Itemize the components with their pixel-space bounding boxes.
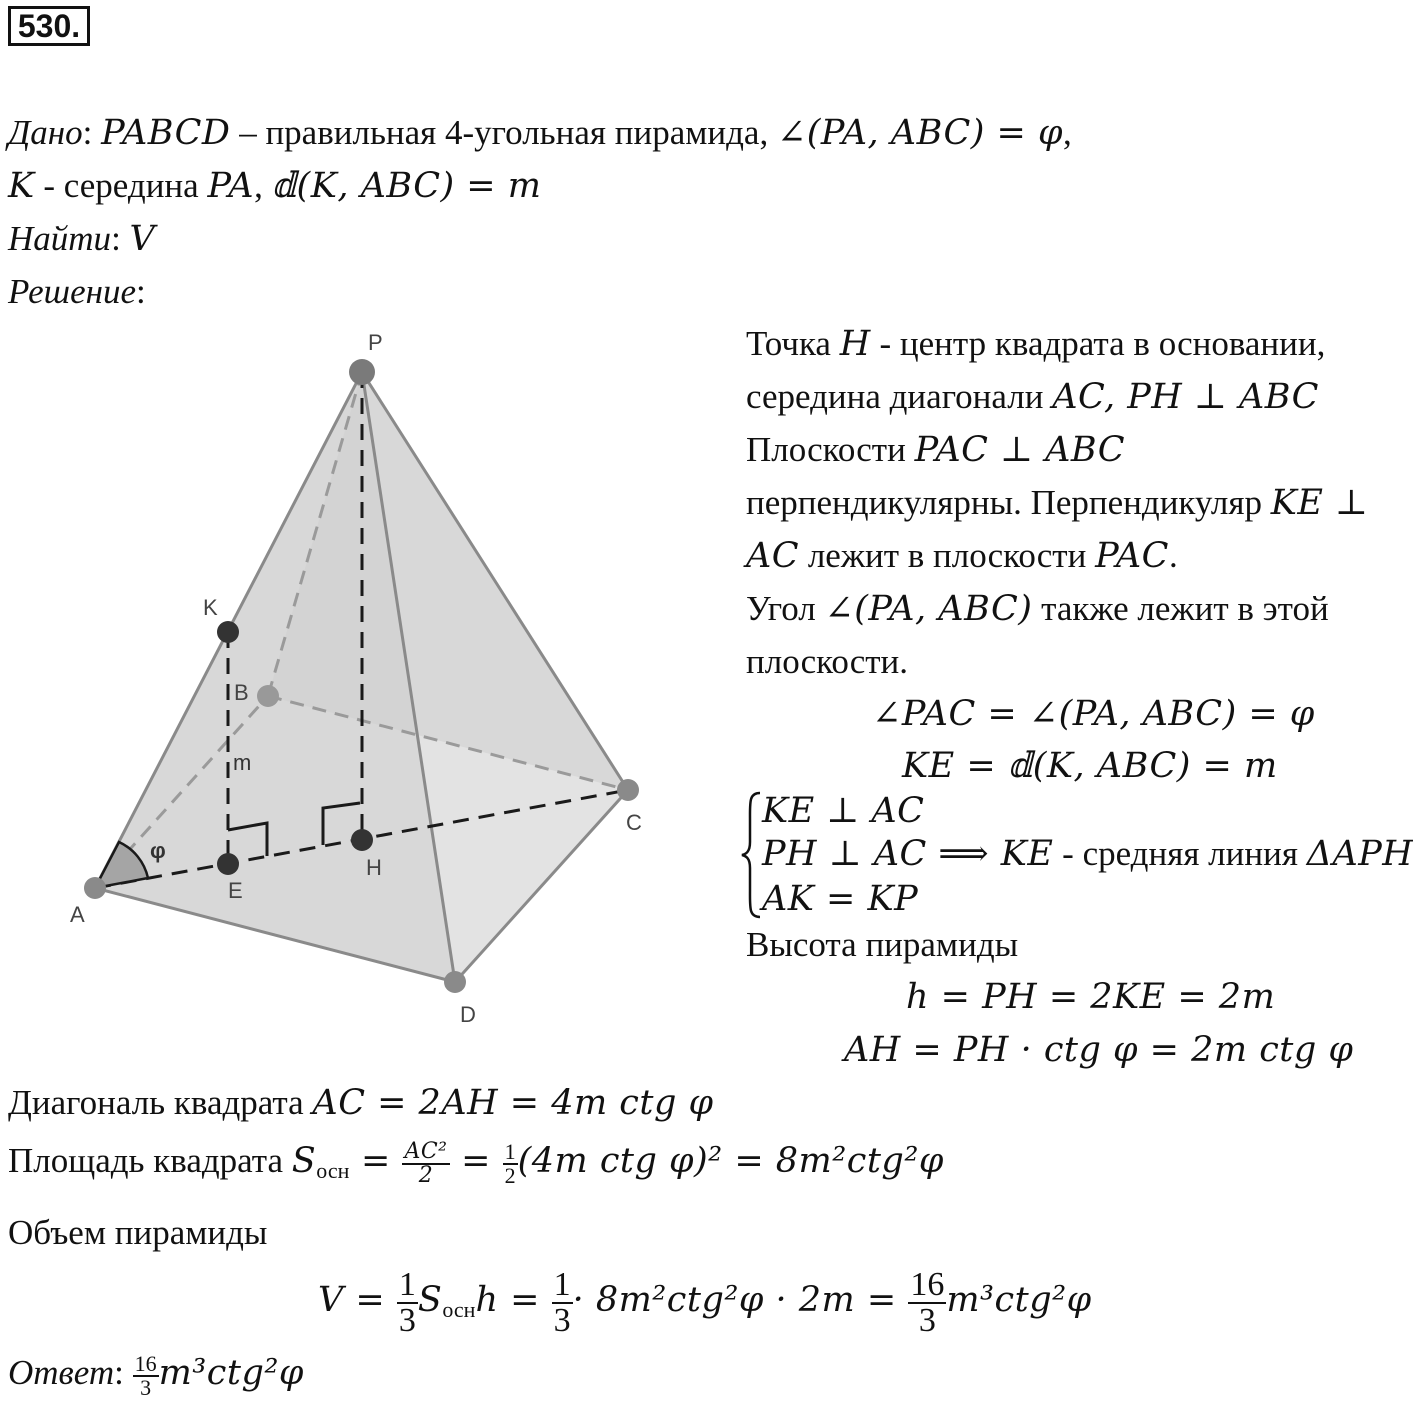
- diagonal-line: [8, 1082, 713, 1124]
- solution-line: Решение:: [8, 272, 146, 311]
- vol-frac3-num: 16: [910, 1266, 945, 1303]
- vol-frac3-den: 3: [918, 1302, 936, 1339]
- vol-s: S: [417, 1280, 443, 1321]
- area-frac2-den: 2: [504, 1162, 516, 1188]
- area-frac1-num: AC²: [404, 1138, 448, 1164]
- system-brace: [740, 790, 764, 920]
- area-eq-1: =: [349, 1141, 403, 1181]
- answer-den: 3: [140, 1374, 152, 1400]
- find-label: Найти: [8, 219, 112, 258]
- right-text-1b: - центр квадрата в основании,: [870, 324, 1326, 363]
- given-text: – правильная 4-угольная пирамида,: [230, 113, 777, 152]
- right-expr-6: ∠(PA, ABC): [824, 589, 1033, 629]
- vol-eq-1: =: [343, 1280, 397, 1321]
- area-frac2-num: 1: [504, 1138, 516, 1164]
- system-line-3: AK = KP: [762, 879, 919, 919]
- label-k: K: [203, 595, 218, 620]
- vol-h: h: [475, 1280, 499, 1321]
- vol-fraction-2: [552, 1268, 573, 1338]
- label-p: P: [368, 330, 383, 355]
- given-text-2: - середина: [34, 166, 208, 205]
- right-line-2: [746, 376, 1319, 418]
- right-text-2: середина диагонали: [746, 377, 1053, 416]
- area-line: [8, 1140, 944, 1187]
- diagonal-expr: AC = 2AH = 4m ctg φ: [312, 1083, 714, 1123]
- height-label: Высота пирамиды: [746, 925, 1019, 964]
- equation-height: h = PH = 2KE = 2m: [906, 977, 1276, 1017]
- system-line-2: [762, 833, 1413, 875]
- point-k: [217, 621, 239, 643]
- label-m: m: [233, 750, 252, 775]
- vol-frac1-num: 1: [398, 1266, 416, 1303]
- problem-number: 530.: [8, 6, 90, 46]
- given-label: Дано: [8, 113, 83, 152]
- answer-num: 16: [134, 1350, 157, 1376]
- vol-v: V: [318, 1280, 344, 1321]
- right-expr-5b: PAC: [1095, 536, 1169, 576]
- label-d: D: [460, 1002, 476, 1027]
- right-line-3: [746, 429, 1125, 471]
- vol-sub: осн: [442, 1297, 476, 1323]
- given-pyramid: PABCD: [101, 113, 231, 153]
- right-expr-2: AC, PH ⊥ ABC: [1052, 377, 1319, 417]
- area-s: S: [291, 1141, 317, 1181]
- given-k: K: [8, 166, 35, 206]
- area-sub: осн: [316, 1158, 350, 1183]
- given-distance: 𝕕(K, ABC) = m: [271, 166, 542, 206]
- vol-eq-2: =: [498, 1280, 552, 1321]
- area-eq-2: =: [449, 1141, 503, 1181]
- vol-frac1-den: 3: [398, 1302, 416, 1339]
- pyramid-figure: [60, 325, 680, 1045]
- given-line-1: Дано: PABCD – правильная 4-угольная пирамида, ∠(PA, ABC) = φ,: [8, 113, 1072, 153]
- diagonal-text: Диагональ квадрата: [8, 1083, 313, 1122]
- label-h: H: [366, 855, 382, 880]
- area-text: Площадь квадрата: [8, 1141, 292, 1180]
- equation-pac: ∠PAC = ∠(PA, ABC) = φ: [872, 694, 1315, 734]
- right-line-5: AC лежит в плоскости PAC.: [746, 536, 1178, 576]
- right-line-7: [746, 641, 908, 683]
- area-tail: (4m ctg φ)² = 8m²ctg²φ: [517, 1141, 944, 1181]
- answer-line: Ответ: $\frac{16}{3}$ m³ctg²φ: [8, 1350, 304, 1400]
- label-phi: φ: [150, 838, 166, 863]
- equation-ah: AH = PH · ctg φ = 2m ctg φ: [844, 1030, 1354, 1070]
- answer-label: Ответ: [8, 1353, 115, 1392]
- point-h: [351, 829, 373, 851]
- area-fraction-1: [402, 1138, 449, 1188]
- given-angle: ∠(PA, ABC) = φ: [776, 113, 1063, 153]
- area-frac1-den: 2: [418, 1162, 434, 1188]
- vol-mid: · 8m²ctg²φ · 2m: [572, 1280, 856, 1321]
- right-text-6: Угол: [746, 589, 825, 628]
- vol-frac2-num: 1: [553, 1266, 571, 1303]
- volume-equation: [318, 1268, 1092, 1338]
- label-e: E: [228, 878, 243, 903]
- right-text-4: перпендикулярны. Перпендикуляр: [746, 483, 1271, 522]
- point-a: [84, 877, 106, 899]
- right-text-5: лежит в плоскости: [799, 536, 1096, 575]
- right-text-6b: также лежит в этой: [1032, 589, 1329, 628]
- volume-label: Объем пирамиды: [8, 1213, 268, 1252]
- right-text-3: Плоскости: [746, 430, 915, 469]
- answer-fraction: [133, 1350, 159, 1400]
- label-a: A: [70, 902, 85, 927]
- area-fraction-2: [503, 1138, 518, 1188]
- point-c: [617, 779, 639, 801]
- given-pa: PA: [207, 166, 255, 206]
- point-d: [444, 971, 466, 993]
- find-expr: V: [129, 219, 156, 259]
- right-line-4: [746, 482, 1368, 524]
- vol-eq-3: =: [855, 1280, 909, 1321]
- right-text-7: плоскости.: [746, 642, 909, 681]
- system-triangle: ΔAPH: [1306, 834, 1413, 874]
- right-line-1: [746, 323, 1325, 365]
- vol-fraction-3: [908, 1268, 946, 1338]
- label-b: B: [234, 680, 249, 705]
- right-line-6: [746, 588, 1329, 630]
- right-expr-h: H: [839, 324, 871, 364]
- equation-ke: KE = 𝕕(K, ABC) = m: [902, 746, 1278, 786]
- find-line: Найти: V: [8, 219, 156, 259]
- system-line-1: KE ⊥ AC: [762, 791, 925, 831]
- right-expr-3: PAC ⊥ ABC: [914, 430, 1126, 470]
- right-expr-5: AC: [746, 536, 800, 576]
- vol-frac2-den: 3: [553, 1302, 571, 1339]
- point-e: [217, 853, 239, 875]
- right-expr-4: KE ⊥: [1270, 483, 1369, 523]
- right-text-1: Точка: [746, 324, 840, 363]
- point-p: [349, 359, 375, 385]
- vol-tail: m³ctg²φ: [946, 1280, 1092, 1321]
- vol-fraction-1: [397, 1268, 418, 1338]
- point-b: [257, 685, 279, 707]
- solution-label: Решение: [8, 272, 137, 311]
- label-c: C: [626, 810, 642, 835]
- given-line-2: K - середина PA, 𝕕(K, ABC) = m: [8, 166, 542, 206]
- system-expr: PH ⊥ AC ⟹ KE: [762, 834, 1054, 874]
- system-text: - средняя линия: [1053, 834, 1307, 873]
- answer-tail: m³ctg²φ: [158, 1353, 304, 1393]
